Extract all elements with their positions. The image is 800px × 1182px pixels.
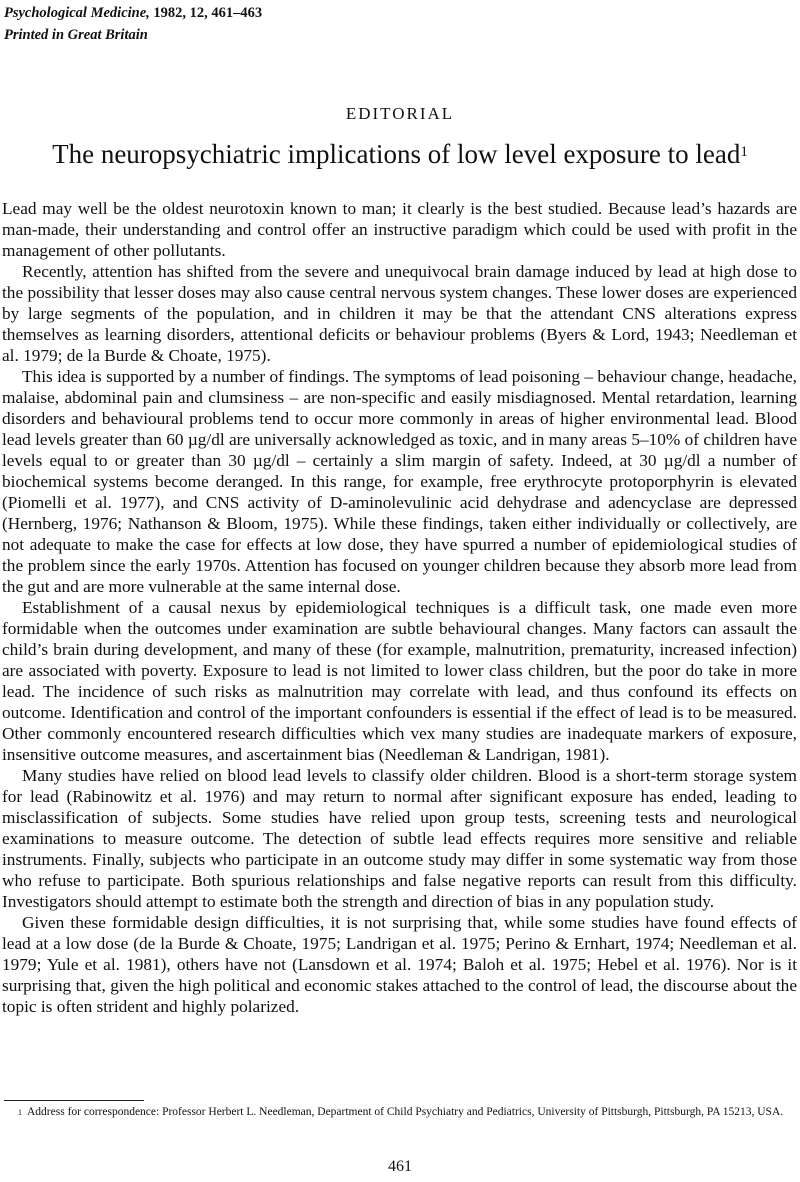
journal-citation [4,2,262,24]
journal-pages: 461–463 [211,5,263,21]
journal-volume: 12, [189,5,208,21]
article-title: The neuropsychiatric implications of low level exposure to lead [52,139,741,169]
section-label: EDITORIAL [345,104,455,123]
page-number: 461 [388,1158,412,1175]
printed-in: Printed in Great Britain [4,27,148,43]
footnote-indent [4,1104,27,1121]
paragraph-1: Lead may well be the oldest neurotoxin known to man; it clearly is the best studied. Because lead’s hazards are man-made, their understanding and control offer an instructive paradigm which could be used with profit in the management of other pollutants. [2,199,797,260]
paragraph-2: Recently, attention has shifted from the severe and unequivocal brain damage induced by lead at high dose to the possibility that lesser doses may also cause central nervous system changes. These lower doses are experienced by large segments of the population, and in children it may be that the attendant CNS alterations express themselves as learning disorders, attentional deficits or behaviour problems (Byers & Lord, 1943; Needleman et al. 1979; de la Burde & Choate, 1975). [2,262,797,365]
journal-name: Psychological Medicine, [4,5,150,21]
footnote-divider [4,1100,144,1101]
paragraph-3: This idea is supported by a number of findings. The symptoms of lead poisoning – behaviour change, headache, malaise, abdominal pain and clumsiness – are non-specific and easily misdiagnosed. Mental retardation, learning disorders and behavioural problems tend to occur more commonly in areas of higher environmental lead. Blood lead levels greater than 60 µg/dl are universally acknowledged as toxic, and in many areas 5–10% of children have levels equal to or greater than 30 µg/dl – certainly a slim margin of safety. Indeed, at 30 µg/dl a number of biochemical systems become deranged. In this range, for example, free erythrocyte protoporphyrin is elevated (Piomelli et al. 1977), and CNS activity of D-aminolevulinic acid dehydrase and adencyclase are depressed (Hernberg, 1976; Nathanson & Bloom, 1975). While these findings, taken either individually or collectively, are not adequate to make the case for effects at low dose, they have spurred a number of epidemiological studies of the problem since the early 1970s. Attention has focused on younger children because they absorb more lead from the gut and are more vulnerable at the same internal dose. [2,367,797,596]
footnote-text: Address for correspondence: Professor Herbert L. Needleman, Department of Child Psychiatry and Pediatrics, University of Pittsburgh, Pittsburgh, PA 15213, USA. [27,1106,784,1118]
article-title-block [0,138,800,170]
paragraph-5: Many studies have relied on blood lead levels to classify older children. Blood is a short-term storage system for lead (Rabinowitz et al. 1976) and may return to normal after significant exposure has ended, leading to misclassification of subjects. Some studies have relied upon group tests, screening tests and neurological examinations to measure outcome. The detection of subtle lead effects requires more sensitive and reliable instruments. Finally, subjects who participate in an outcome study may differ in some systematic way from those who refuse to participate. Both spurious relationships and false negative reports can result from this difficulty. Investigators should attempt to estimate both the strength and direction of bias in any population study. [2,766,797,911]
footnote-mark: 1 [18,1108,22,1117]
paragraph-6: Given these formidable design difficulties, it is not surprising that, while some studies have found effects of lead at a low dose (de la Burde & Choate, 1975; Landrigan et al. 1975; Perino & Ernhart, 1974; Needleman et al. 1979; Yule et al. 1981), others have not (Lansdown et al. 1974; Baloh et al. 1975; Hebel et al. 1976). Nor is it surprising that, given the high political and economic stakes attached to the control of lead, the discourse about the topic is often strident and highly polarized. [2,913,797,1016]
article-body [2,198,797,1017]
footnote [4,1104,794,1121]
paragraph-4: Establishment of a causal nexus by epidemiological techniques is a difficult task, one made even more formidable when the outcomes under examination are subtle behavioural changes. Many factors can assault the child’s brain during development, and many of these (for example, malnutrition, prematurity, increased infection) are associated with poverty. Exposure to lead is not limited to lower class children, but the poor do take in more lead. The incidence of such risks as malnutrition may correlate with lead, and thus confound its effects on outcome. Identification and control of the important confounders is essential if the effect of lead is to be measured. Other commonly encountered research difficulties which vex many studies are inadequate markers of exposure, insensitive outcome measures, and ascertainment bias (Needleman & Landrigan, 1981). [2,598,797,764]
title-footnote-mark: 1 [740,144,748,160]
journal-year: 1982, [153,5,187,21]
running-head [4,2,262,46]
